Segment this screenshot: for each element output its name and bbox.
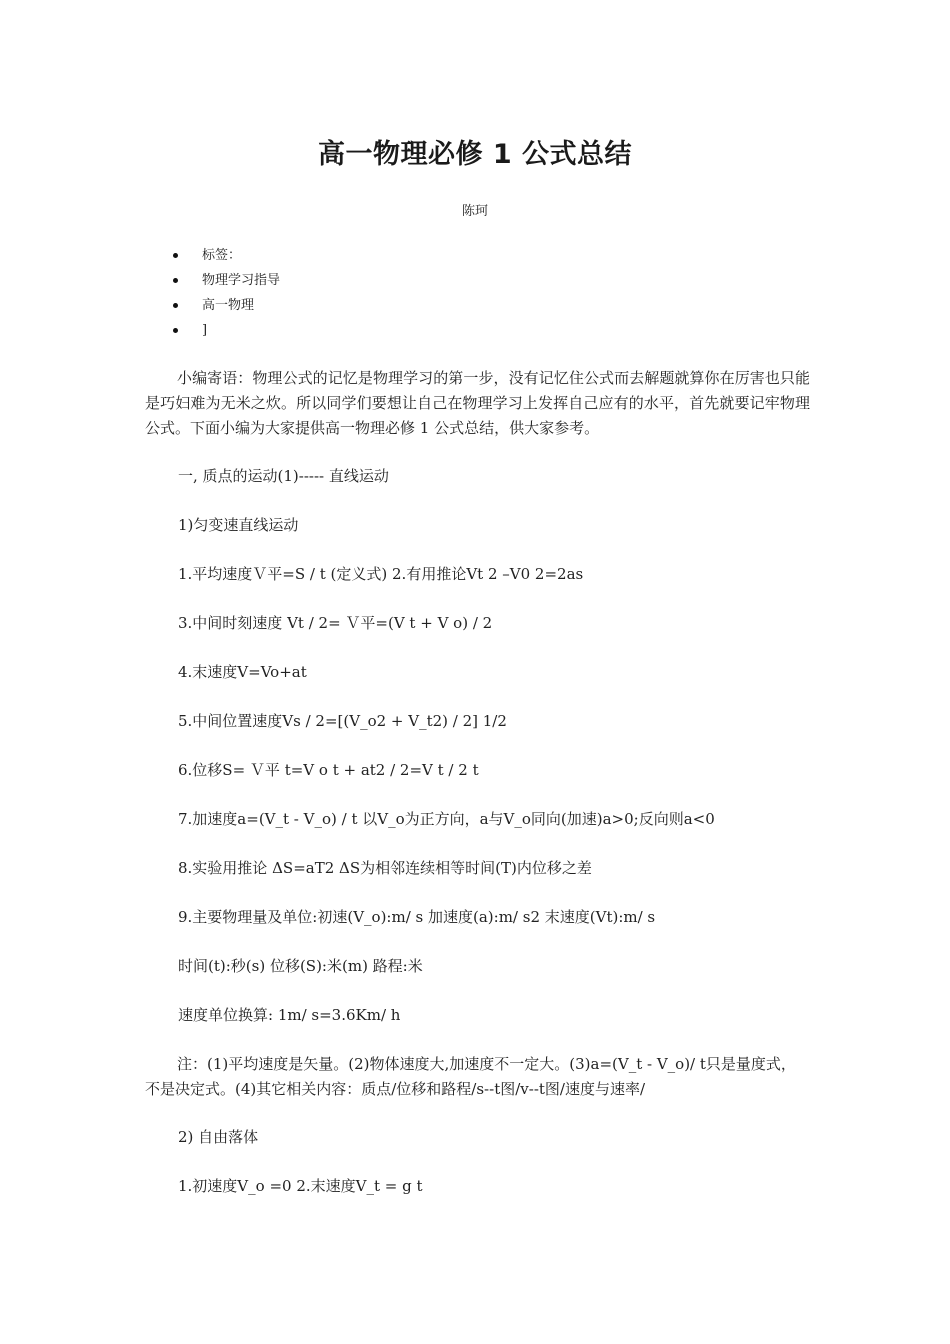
formula-line: 8.实验用推论 ΔS=aT2 ΔS为相邻连续相等时间(T)内位移之差 xyxy=(178,859,592,877)
formula-line: 速度单位换算: 1m/ s=3.6Km/ h xyxy=(178,1006,401,1024)
formula-line: 4.末速度V=Vo+at xyxy=(178,663,307,681)
tag-link[interactable]: 高一物理 xyxy=(202,298,255,313)
list-item[interactable] xyxy=(170,293,280,318)
tag-label: 标签： xyxy=(202,248,242,263)
formula-line: 9.主要物理量及单位:初速(V_o):m/ s 加速度(a):m/ s2 末速度(Vt):m/ s xyxy=(178,908,656,926)
subsection-heading: 2) 自由落体 xyxy=(178,1128,259,1146)
section-heading: 一, 质点的运动(1)----- 直线运动 xyxy=(178,467,389,485)
tag-list xyxy=(170,243,280,343)
list-item xyxy=(170,318,280,343)
tag-link[interactable]: 物理学习指导 xyxy=(202,273,281,288)
formula-line: 1.平均速度Ｖ平=S / t (定义式) 2.有用推论Vt 2 –V0 2=2as xyxy=(178,565,584,583)
document-author: 陈珂 xyxy=(461,204,488,219)
formula-line: 3.中间时刻速度 Vt / 2= Ｖ平=(V t + V o) / 2 xyxy=(178,614,493,632)
formula-line: 6.位移S= Ｖ平 t=V o t + at2 / 2=V t / 2 t xyxy=(178,761,479,779)
subsection-heading: 1)匀变速直线运动 xyxy=(178,516,299,534)
document-title: 高一物理必修 1 公式总结 xyxy=(317,139,633,170)
bullet-icon xyxy=(173,253,178,258)
bullet-icon xyxy=(173,328,178,333)
formula-line: 5.中间位置速度Vs / 2=[(V_o2 + V_t2) / 2] 1/2 xyxy=(178,712,507,730)
formula-line: 时间(t):秒(s) 位移(S):米(m) 路程:米 xyxy=(178,957,423,975)
list-item[interactable] xyxy=(170,268,280,293)
intro-paragraph: 小编寄语：物理公式的记忆是物理学习的第一步，没有记忆住公式而去解题就算你在厉害也只能是巧妇难为无米之炊。所以同学们要想让自己在物理学习上发挥自己应有的水平，首先就要记牢物理公式。下面小编为大家提供高一物理必修 1 公式总结，供大家参考。 xyxy=(145,369,810,437)
formula-line: 1.初速度V_o =0 2.末速度V_t = g t xyxy=(178,1177,423,1195)
formula-line: 7.加速度a=(V_t - V_o) / t 以V_o为正方向，a与V_o同向(加速)a>0;反向则a<0 xyxy=(178,810,715,828)
tag-label: ] xyxy=(202,323,208,338)
list-item xyxy=(170,243,280,268)
note-paragraph: 注：(1)平均速度是矢量。(2)物体速度大,加速度不一定大。(3)a=(V_t - V_o)/ t只是量度式，不是决定式。(4)其它相关内容：质点/位移和路程/s--t图/v--t图/速度与速率/ xyxy=(145,1055,796,1098)
bullet-icon xyxy=(173,303,178,308)
bullet-icon xyxy=(173,278,178,283)
